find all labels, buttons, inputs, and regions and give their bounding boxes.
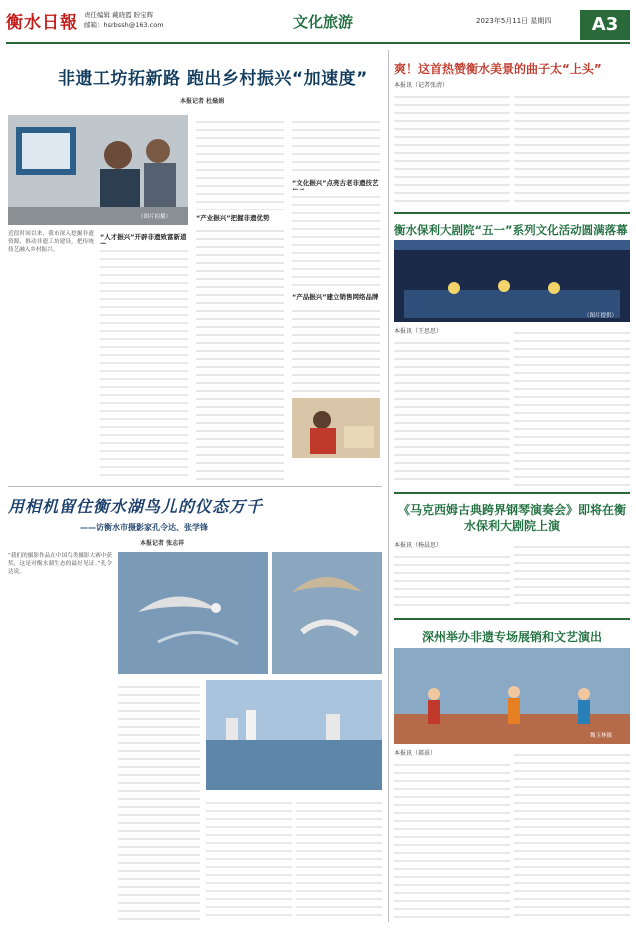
feature-col-4 — [296, 796, 382, 922]
opera-performance-photo-icon — [394, 648, 630, 744]
stage-photo — [394, 240, 630, 322]
lead-col-1 — [8, 230, 94, 480]
feature-col-1 — [8, 552, 112, 922]
bird-photo-icon — [118, 552, 268, 674]
editors-line: 责任编辑 戴晓霞 盼宝辉 — [84, 11, 154, 19]
craft-photo-icon — [292, 398, 380, 458]
right4-byline: 本报讯（郝景） — [394, 750, 437, 757]
right4-col-1 — [394, 758, 510, 922]
right1-byline: 本报讯（记者张清） — [394, 82, 449, 89]
bird-photo-1 — [118, 552, 268, 674]
right4-col-2 — [514, 748, 630, 922]
lead-subhead-4: “产品振兴”建立销售网络品牌 — [292, 293, 379, 301]
section-title: 文化旅游 — [292, 13, 353, 31]
stage-photo-credit: （图片提供） — [584, 313, 618, 319]
bird-photo-2 — [272, 552, 382, 674]
stage-performance-photo-icon — [394, 240, 630, 322]
right2-col-2 — [514, 326, 630, 486]
issue-date: 2023年5月11日 星期四 — [476, 17, 552, 25]
lead-subhead-2: “产业振兴”把握非遗优势 — [196, 214, 270, 222]
opera-photo — [394, 648, 630, 744]
right2-headline: 衡水保利大剧院“五一”系列文化活动圆满落幕 — [394, 223, 628, 237]
lead-text-1: 近段时间以来，我市深入挖掘非遗资源，推动非遗工坊建设，把传统技艺融入乡村振兴。 — [8, 231, 94, 254]
feature-subtitle: ——访衡水市摄影家孔令达、张学锋 — [80, 523, 208, 532]
lead-subhead-3: “文化振兴”点亮古老非遗技艺 — [292, 179, 379, 187]
right3-col-2 — [514, 540, 630, 610]
workshop-photo-icon — [8, 115, 188, 225]
lead-photo-2 — [292, 398, 380, 458]
lead-byline: 本报记者 杜燊娟 — [180, 98, 225, 105]
email-line: 邮箱：hsrbssh@163.com — [84, 21, 164, 29]
editor-info — [84, 10, 224, 30]
right1-col-2 — [514, 90, 630, 206]
right1-headline: 爽！这首热赞衡水美景的曲子太“上头” — [394, 62, 602, 76]
section-divider-1 — [8, 486, 382, 487]
lake-photo — [206, 680, 382, 790]
right2-col-1 — [394, 336, 510, 486]
lake-city-photo-icon — [206, 680, 382, 790]
lead-photo — [8, 115, 188, 225]
feature-col-2 — [118, 680, 200, 922]
feature-byline: 本报记者 张志祥 — [140, 540, 185, 547]
feature-text-1: “我们的摄影作品在中国鸟类摄影大赛中获奖，这是对衡水湖生态的最好见证。”孔令达说。 — [8, 553, 112, 576]
lead-col-6 — [292, 190, 380, 290]
lead-col-7 — [292, 304, 380, 394]
bird-fight-photo-icon — [272, 552, 382, 674]
opera-photo-credit: 魏玉林摄 — [590, 733, 613, 739]
feature-col-3 — [206, 796, 292, 922]
lead-photo-credit: （图片拍摄） — [138, 214, 172, 220]
column-divider — [388, 50, 389, 922]
right-divider-3 — [394, 618, 630, 620]
page-number: A3 — [580, 10, 630, 40]
right3-headline: 《马克西姆古典跨界钢琴演奏会》即将在衡水保利大剧院上演 — [397, 503, 626, 533]
lead-col-2 — [100, 244, 188, 480]
lead-headline: 非遗工坊拓新路 跑出乡村振兴“加速度” — [58, 69, 368, 89]
right2-byline: 本报讯（王思思） — [394, 328, 443, 335]
right-divider-2 — [394, 492, 630, 494]
right-divider-1 — [394, 212, 630, 214]
newspaper-logo: 衡水日報 — [6, 13, 78, 33]
feature-headline: 用相机留住衡水湖鸟儿的仪态万千 — [8, 497, 264, 516]
masthead — [6, 6, 630, 44]
lead-col-4 — [196, 224, 284, 480]
right3-byline: 本报讯（杨晨思） — [394, 542, 443, 549]
lead-col-3 — [196, 115, 284, 210]
right4-headline: 深州举办非遗专场展销和文艺演出 — [421, 630, 602, 644]
right3-col-1 — [394, 550, 510, 610]
lead-subhead-1: “人才振兴”开辟非遗致富新道 — [100, 233, 187, 241]
right1-col-1 — [394, 90, 510, 206]
lead-col-5 — [292, 115, 380, 175]
